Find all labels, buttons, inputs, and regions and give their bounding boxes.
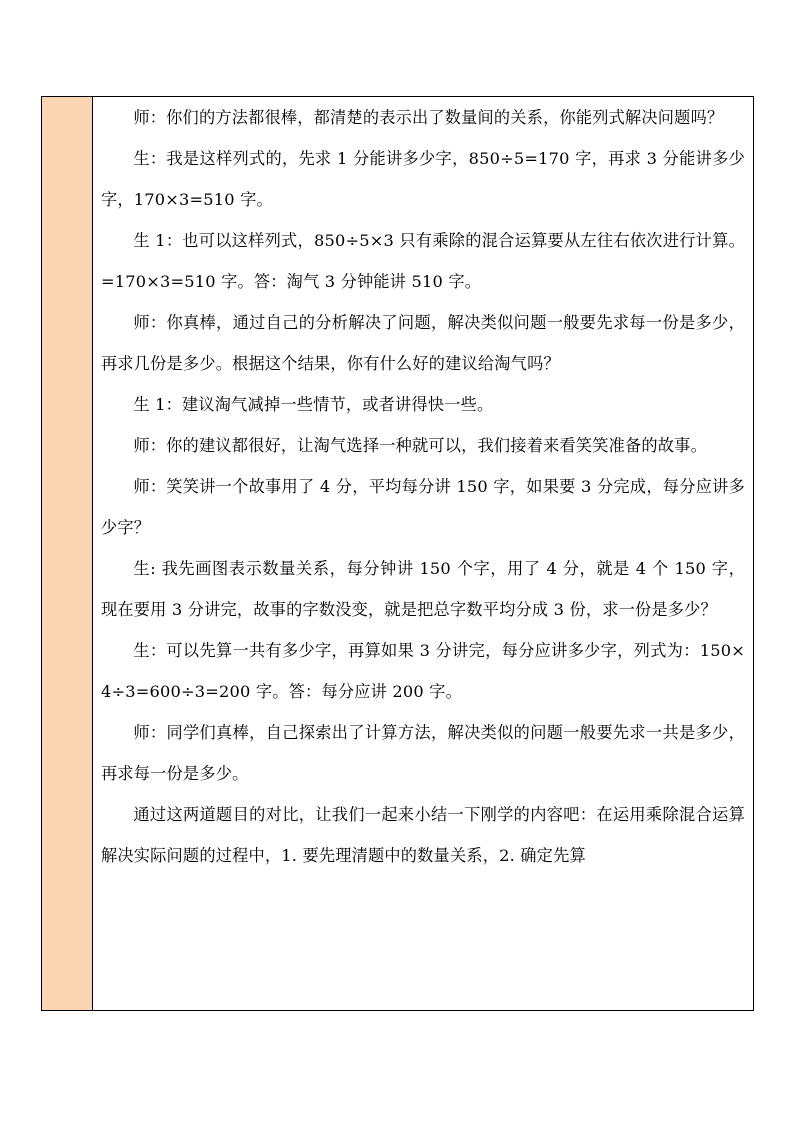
- side-label-cell: [42, 97, 93, 1010]
- paragraph-6: 师：你的建议都很好，让淘气选择一种就可以，我们接着来看笑笑准备的故事。: [133, 436, 707, 455]
- paragraph-3: 生 1：也可以这样列式，850÷5×3 只有乘除的混合运算要从左往右依次进行计算。=170×3=510 字。答：淘气 3 分钟能讲 510 字。: [101, 231, 745, 291]
- paragraph-11: 通过这两道题目的对比，让我们一起来小结一下刚学的内容吧：在运用乘除混合运算解决实际问题的过程中，1. 要先理清题中的数量关系，2. 确定先算: [101, 805, 745, 865]
- paragraph-10: 师：同学们真棒，自己探索出了计算方法，解决类似的问题一般要先求一共是多少，再求每一份是多少。: [101, 723, 745, 783]
- lesson-table: [41, 96, 754, 1011]
- paragraph-9: 生：可以先算一共有多少字，再算如果 3 分讲完，每分应讲多少字，列式为：150×4÷3=600÷3=200 字。答：每分应讲 200 字。: [101, 641, 745, 701]
- content-cell: [93, 97, 753, 1010]
- paragraph-1: 师：你们的方法都很棒，都清楚的表示出了数量间的关系，你能列式解决问题吗？: [133, 108, 724, 127]
- paragraph-7: 师：笑笑讲一个故事用了 4 分，平均每分讲 150 字，如果要 3 分完成，每分应讲多少字？: [101, 477, 745, 537]
- paragraph-8: 生: 我先画图表示数量关系，每分钟讲 150 个字，用了 4 分，就是 4 个 150 字，现在要用 3 分讲完，故事的字数没变，就是把总字数平均分成 3 份，求一份是多少？: [101, 559, 745, 619]
- paragraph-2: 生：我是这样列式的，先求 1 分能讲多少字，850÷5=170 字，再求 3 分能讲多少字，170×3=510 字。: [101, 149, 745, 209]
- paragraph-5: 生 1：建议淘气减掉一些情节，或者讲得快一些。: [133, 395, 494, 414]
- paragraph-4: 师：你真棒，通过自己的分析解决了问题，解决类似问题一般要先求每一份是多少，再求几份是多少。根据这个结果，你有什么好的建议给淘气吗？: [101, 313, 745, 373]
